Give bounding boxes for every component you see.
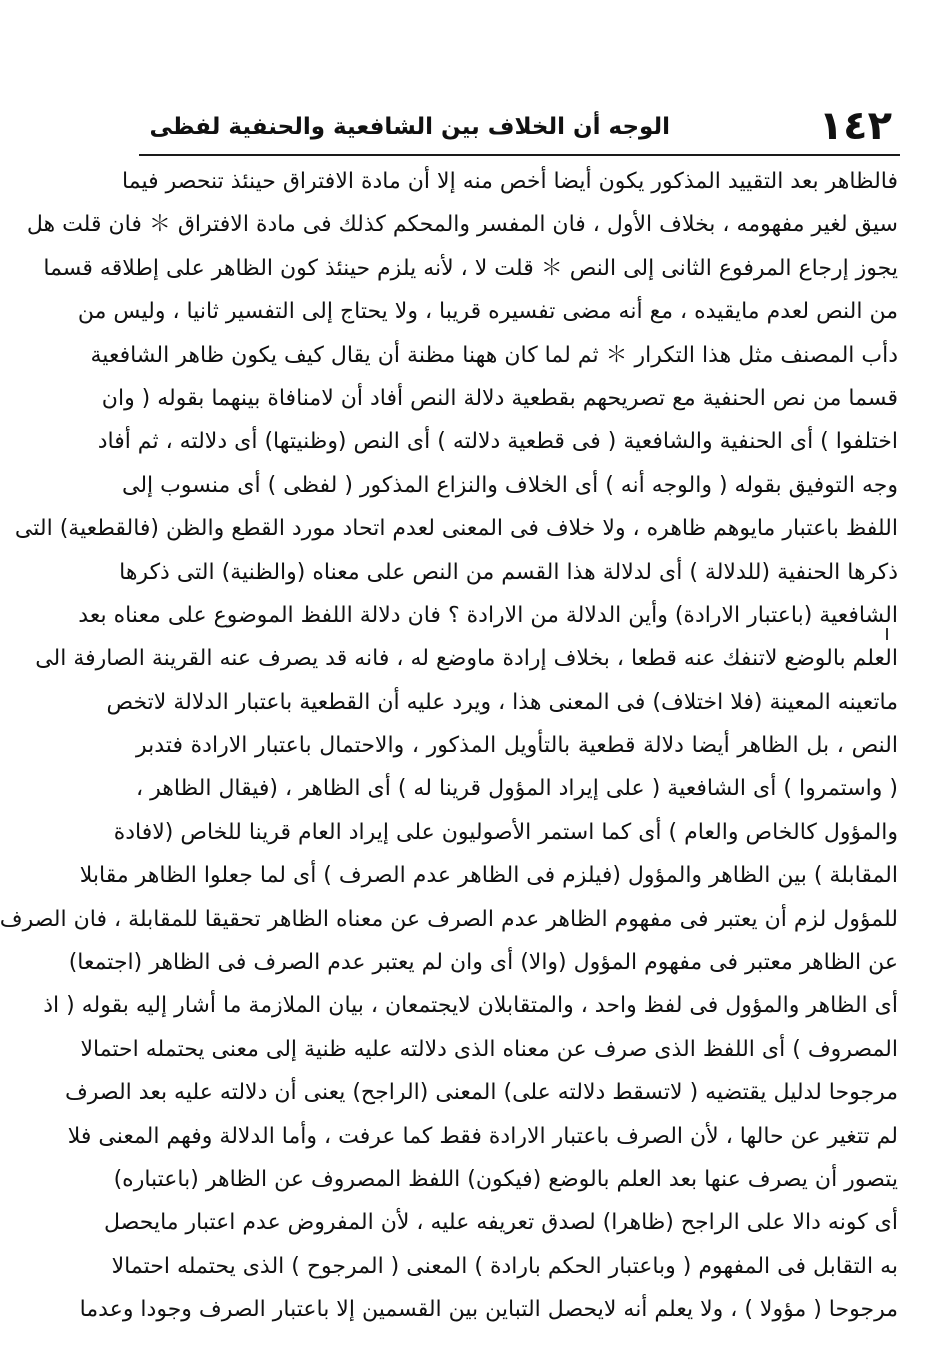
text-line: لم تتغير عن حالها ، لأن الصرف باعتبار الارادة فقط كما عرفت ، وأما الدلالة وفهم المعنى فلا bbox=[67, 1123, 898, 1149]
text-line: به التقابل فى المفهوم ( وباعتبار الحكم بارادة ) المعنى ( المرجوح ) الذى يحتمله احتمالا bbox=[111, 1253, 898, 1279]
body-text bbox=[0, 160, 898, 1332]
text-line: أى الظاهر والمؤول فى لفظ واحد ، والمتقابلان لايجتمعان ، بيان الملازمة ما أشار إليه بقوله ( اذ bbox=[43, 993, 898, 1019]
text-line: اللفظ باعتبار مايوهم ظاهره ، ولا خلاف فى المعنى لعدم اتحاد مورد القطع والظن (فالقطعية) التى bbox=[14, 516, 898, 542]
text-line: للمؤول لزم أن يعتبر فى مفهوم الظاهر عدم الصرف عن معناه الظاهر تحقيقا للمقابلة ، فان الصرف bbox=[0, 906, 898, 932]
text-line: من النص لعدم مايقيده ، مع أنه مضى تفسيره قريبا ، ولا يحتاج إلى التفسير ثانيا ، وليس من bbox=[77, 299, 898, 325]
text-line: ذكرها الحنفية (للدلالة ) أى لدلالة هذا القسم من النص على معناه (والظنية) التى ذكرها bbox=[119, 559, 898, 585]
text-line: سيق لغير مفهومه ، بخلاف الأول ، فان المفسر والمحكم كذلك فى مادة الافتراق ＊ فان قلت هل bbox=[26, 212, 898, 238]
text-line: اختلفوا ) أى الحنفية والشافعية ( فى قطعية دلالته ) أى النص (وظنيتها) أى دلالته ، ثم أفاد bbox=[97, 429, 898, 455]
text-line: العلم بالوضع لاتنفك عنه قطعا ، بخلاف إرادة ماوضع له ، فانه قد يصرف عنه القرينة الصارفة الى bbox=[35, 646, 898, 672]
text-line: والمؤول كالخاص والعام ) أى كما استمر الأصوليون على إيراد العام قرينا للخاص (لافادة bbox=[113, 819, 898, 845]
text-line: مرجوحا لدليل يقتضيه ( لاتسقط دلالته على) المعنى (الراجح) يعنى أن دلالته عليه بعد الصرف bbox=[64, 1080, 898, 1106]
text-line: المصروف ) أى اللفظ الذى صرف عن معناه الذى دلالته عليه ظنية إلى معنى يحتمله احتمالا bbox=[80, 1036, 898, 1062]
running-title: الوجه أن الخلاف بين الشافعية والحنفية لفظى bbox=[149, 114, 670, 140]
page-header bbox=[139, 98, 900, 156]
text-line: المقابلة ) بين الظاهر والمؤول (فيلزم فى الظاهر عدم الصرف ) أى لما جعلوا الظاهر مقابلا bbox=[79, 863, 898, 889]
text-line: ( واستمروا ) أى الشافعية ( على إيراد المؤول قرينا له ) أى الظاهر ، (فيقال الظاهر ، bbox=[136, 776, 898, 802]
text-line: مرجوحا ( مؤولا ) ، ولا يعلم أنه لايحصل التباين بين القسمين إلا باعتبار الصرف وجودا وعدما bbox=[79, 1297, 898, 1323]
text-line: وجه التوفيق بقوله ( والوجه أنه ) أى الخلاف والنزاع المذكور ( لفظى ) أى منسوب إلى bbox=[121, 472, 898, 498]
text-line: النص ، بل الظاهر أيضا دلالة قطعية بالتأويل المذكور ، والاحتمال باعتبار الارادة فتدبر bbox=[136, 733, 898, 759]
text-line: أى كونه دالا على الراجح (ظاهرا) لصدق تعريفه عليه ، لأن المفروض عدم اعتبار مايحصل bbox=[104, 1210, 898, 1236]
margin-mark bbox=[886, 628, 888, 640]
text-line: فالظاهر بعد التقييد المذكور يكون أيضا أخص منه إلا أن مادة الافتراق حينئذ تنحصر فيما bbox=[122, 169, 898, 194]
text-line: دأب المصنف مثل هذا التكرار ＊ ثم لما كان ههنا مظنة أن يقال كيف يكون ظاهر الشافعية bbox=[90, 342, 898, 368]
text-line: الشافعية (باعتبار الارادة) وأين الدلالة من الارادة ؟ فان دلالة اللفظ الموضوع على معناه بعد bbox=[78, 602, 898, 628]
text-line: يجوز إرجاع المرفوع الثانى إلى النص ＊ قلت لا ، لأنه يلزم حينئذ كون الظاهر على إطلاقه قسما bbox=[43, 255, 898, 281]
page-number: ١٤٢ bbox=[818, 103, 892, 149]
header-rule bbox=[139, 154, 900, 156]
text-line: يتصور أن يصرف عنها بعد العلم بالوضع (فيكون) اللفظ المصروف عن الظاهر (باعتباره) bbox=[113, 1166, 898, 1192]
text-line: ماتعينه المعينة (فلا اختلاف) فى المعنى هذا ، ويرد عليه أن القطعية باعتبار الدلالة لاتخص bbox=[106, 689, 898, 715]
text-line: قسما من نص الحنفية مع تصريحهم بقطعية دلالة النص أفاد أن لامنافاة بينهما بقوله ( وان bbox=[101, 385, 898, 411]
text-line: عن الظاهر معتبر فى مفهوم المؤول (والا) أى وان لم يعتبر عدم الصرف فى الظاهر (اجتمعا) bbox=[68, 950, 898, 976]
